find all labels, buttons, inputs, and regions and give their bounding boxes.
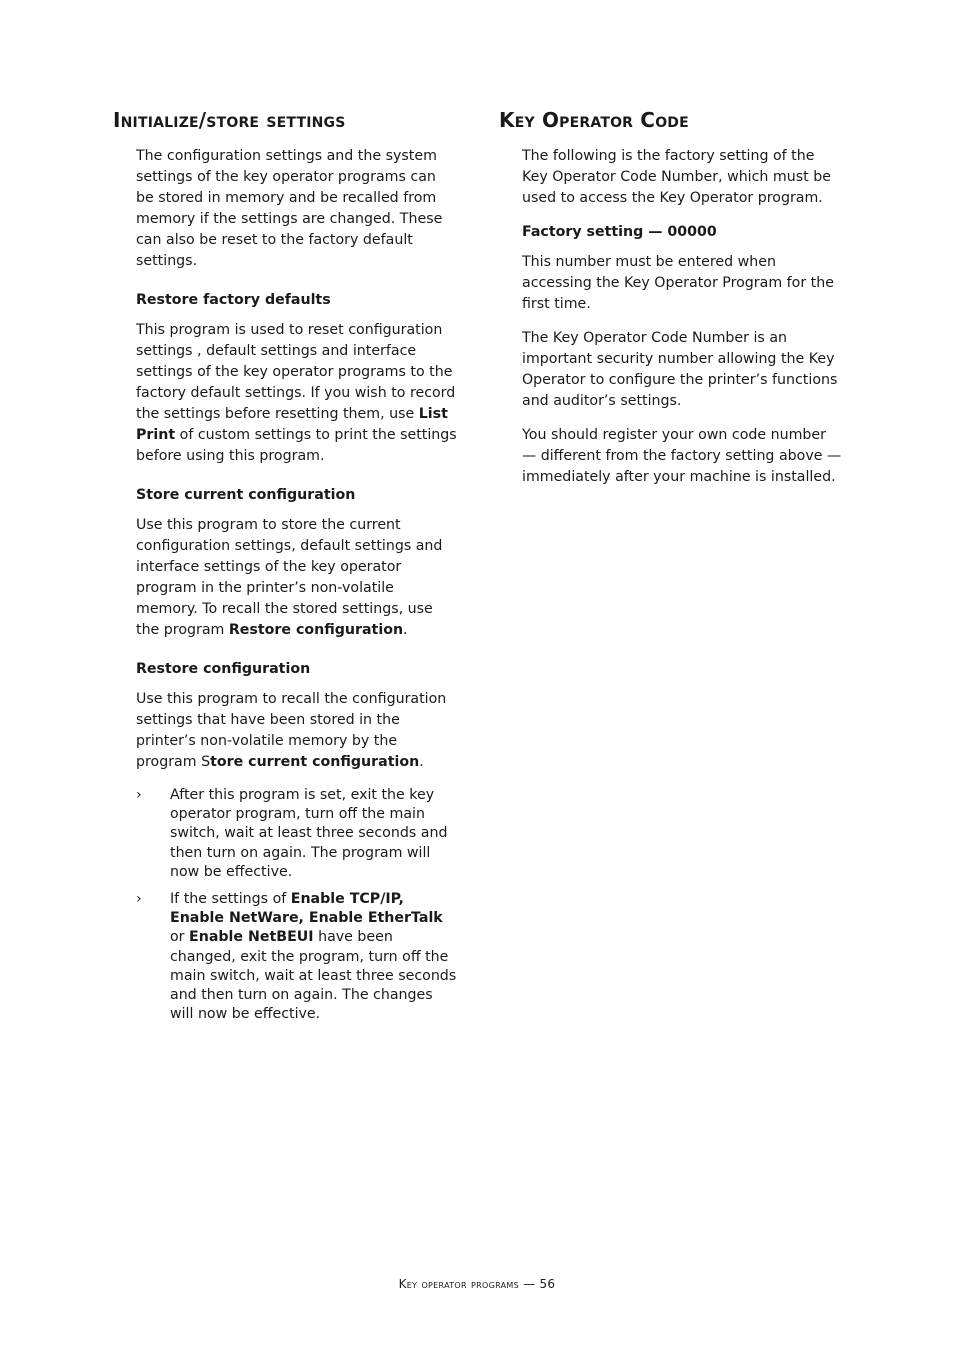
left-column (113, 106, 458, 1032)
right-column (499, 106, 844, 501)
chevron-right-icon: › (136, 787, 142, 803)
restore-configuration-term: Restore configuration (228, 622, 404, 638)
left-body (136, 146, 458, 1024)
store-current-configuration-term: tore current configuration (210, 754, 420, 770)
section-title-initialize-store: Initialize/store settings (113, 108, 346, 132)
restore-defaults-paragraph: This program is used to reset configuration settings , default settings and interface settings of the key operator programs to the factory default settings. If you wish to record the settings before resetting them, use List Print of custom settings to print the settings before using this program. (136, 322, 457, 464)
notes-list (136, 786, 458, 1024)
heading-store-current-configuration: Store current configuration (136, 487, 356, 503)
list-item: › If the settings of Enable TCP/IP, Enable NetWare, Enable EtherTalk or Enable NetBEUI have been changed, exit the program, turn off the main switch, wait at least three seconds and then turn on again. The changes will now be effective. (136, 891, 457, 1023)
heading-restore-configuration: Restore configuration (136, 661, 311, 677)
protocol-settings-term: Enable TCP/IP, Enable NetWare, Enable EtherTalk (170, 891, 443, 927)
netbeui-term: Enable NetBEUI (189, 929, 314, 946)
chevron-right-icon: › (136, 891, 142, 908)
list-print-term: List Print (136, 406, 448, 443)
restore-config-paragraph: Use this program to recall the configuration settings that have been stored in the printer’s non-volatile memory by the program Store current configuration. (136, 691, 447, 770)
section-title-key-operator-code: Key Operator Code (499, 108, 689, 132)
store-current-paragraph: Use this program to store the current configuration settings, default settings and interface settings of the key operator program in the printer’s non-volatile memory. To recall the stored settings, use the program Restore configuration. (136, 517, 443, 638)
register-code-paragraph: You should register your own code number — different from the factory setting above — immediately after your machine is installed. (522, 427, 842, 485)
right-body (522, 146, 844, 488)
list-item: › After this program is set, exit the key operator program, turn off the main switch, wait at least three seconds and then turn on again. The program will now be effective. (136, 787, 448, 880)
page-footer: Key operator programs — 56 (398, 1277, 556, 1291)
heading-restore-factory-defaults: Restore factory defaults (136, 292, 331, 308)
key-code-intro-paragraph: The following is the factory setting of the Key Operator Code Number, which must be used to access the Key Operator program. (522, 148, 831, 206)
intro-paragraph: The configuration settings and the system settings of the key operator programs can be stored in memory and be recalled from memory if the settings are changed. These can also be reset to the factory default settings. (136, 148, 443, 269)
factory-setting-line: Factory setting — 00000 (522, 224, 717, 240)
security-paragraph: The Key Operator Code Number is an important security number allowing the Key Operator to configure the printer’s functions and auditor’s settings. (522, 330, 838, 409)
first-time-paragraph: This number must be entered when accessing the Key Operator Program for the first time. (522, 254, 834, 312)
